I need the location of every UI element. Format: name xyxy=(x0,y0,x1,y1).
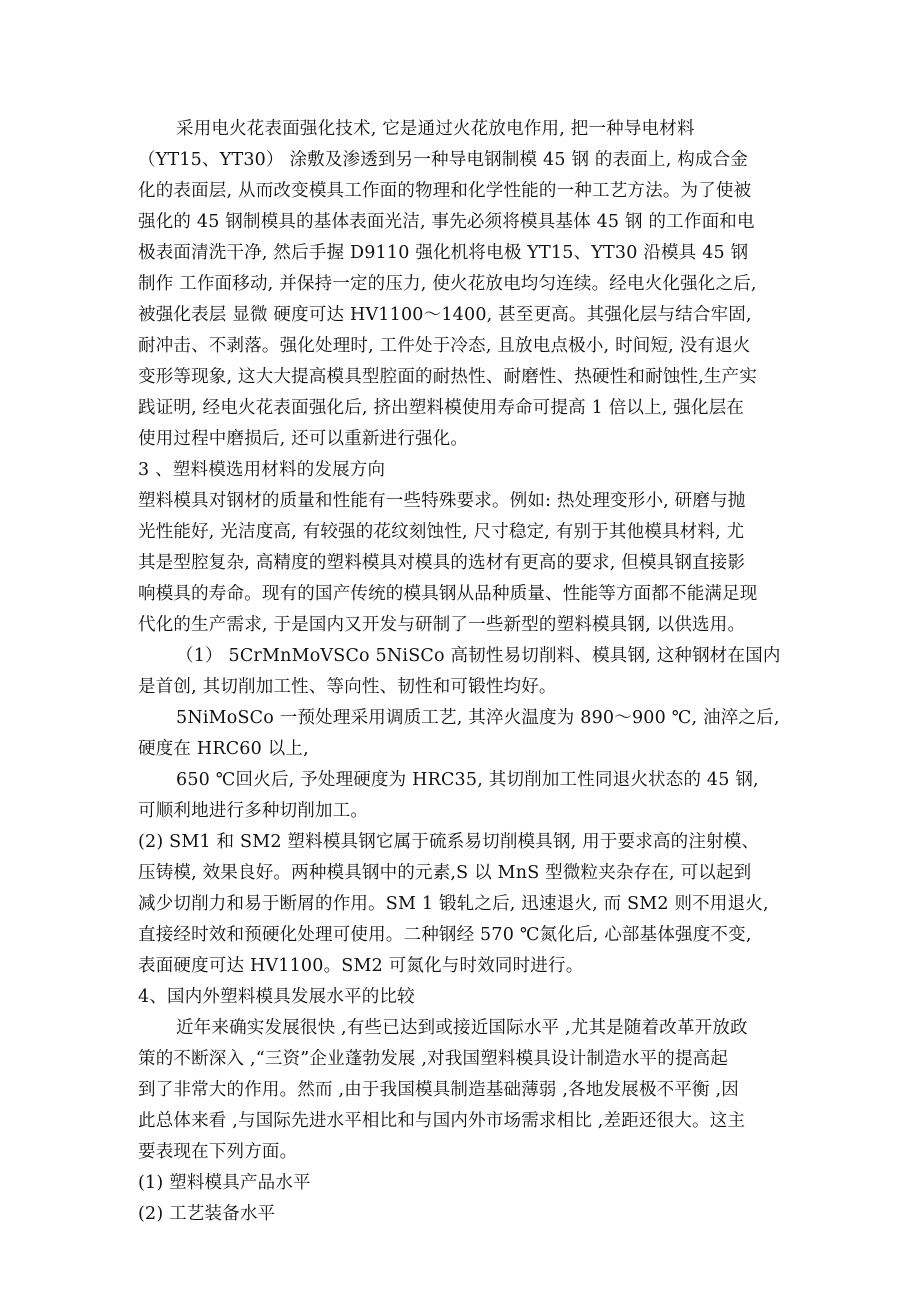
paragraph-line: 要表现在下列方面。 xyxy=(138,1142,298,1162)
list-item: (1) 塑料模具产品水平 xyxy=(138,1173,311,1193)
paragraph-line: 响模具的寿命。现有的国产传统的模具钢从品种质量、性能等方面都不能满足现 xyxy=(138,584,758,604)
paragraph-line: 化的表面层, 从而改变模具工作面的物理和化学性能的一种工艺方法。为了使被 xyxy=(138,181,752,201)
paragraph-line: 极表面清洗干净, 然后手握 D9110 强化机将电极 YT15、YT30 沿模具 45 钢 xyxy=(138,243,749,263)
paragraph-line: 践证明, 经电火花表面强化后, 挤出塑料模使用寿命可提高 1 倍以上, 强化层在 xyxy=(138,398,745,418)
paragraph-line: 此总体来看 ,与国际先进水平相比和与国内外市场需求相比 ,差距还很大。这主 xyxy=(138,1111,746,1131)
paragraph-line: 是首创, 其切削加工性、等向性、韧性和可锻性均好。 xyxy=(138,677,557,697)
paragraph-line: 到了非常大的作用。然而 ,由于我国模具制造基础薄弱 ,各地发展极不平衡 ,因 xyxy=(138,1080,739,1100)
section-heading: 4、国内外塑料模具发展水平的比较 xyxy=(138,987,415,1007)
paragraph-line: 被强化表层 显微 硬度可达 HV1100～1400, 甚至更高。其强化层与结合牢固, xyxy=(138,305,752,325)
paragraph-line: 表面硬度可达 HV1100。SM2 可氮化与时效同时进行。 xyxy=(138,956,584,976)
paragraph-line: （1） 5CrMnMoVSCo 5NiSCo 高韧性易切削料、模具钢, 这种钢材在国内 xyxy=(176,646,781,666)
paragraph-line: 策的不断深入 ,“三资”企业蓬勃发展 ,对我国塑料模具设计制造水平的提高起 xyxy=(138,1049,729,1069)
paragraph-line: 可顺利地进行多种切削加工。 xyxy=(138,801,369,821)
paragraph-line: 硬度在 HRC60 以上, xyxy=(138,739,309,759)
paragraph-line: 650 ℃回火后, 予处理硬度为 HRC35, 其切削加工性同退火状态的 45 钢, xyxy=(176,770,759,790)
paragraph-line: 代化的生产需求, 于是国内又开发与研制了一些新型的塑料模具钢, 以供选用。 xyxy=(138,615,746,635)
paragraph-line: 其是型腔复杂, 高精度的塑料模具对模具的选材有更高的要求, 但模具钢直接影 xyxy=(138,553,746,573)
paragraph-line: 直接经时效和预硬化处理可使用。二种钢经 570 ℃氮化后, 心部基体强度不变, xyxy=(138,925,752,945)
paragraph-line: 近年来确实发展很快 ,有些已达到或接近国际水平 ,尤其是随着改革开放政 xyxy=(176,1018,748,1038)
paragraph-line: 5NiMoSCo 一预处理采用调质工艺, 其淬火温度为 890～900 ℃, 油淬之后, xyxy=(176,708,780,728)
paragraph-line: 制作 工作面移动, 并保持一定的压力, 使火花放电均匀连续。经电火化强化之后, xyxy=(138,274,757,294)
paragraph-line: (2) SM1 和 SM2 塑料模具钢它属于硫系易切削模具钢, 用于要求高的注射模、 xyxy=(138,832,760,852)
paragraph-line: 采用电火花表面强化技术, 它是通过火花放电作用, 把一种导电材料 xyxy=(176,119,695,139)
paragraph-line: 强化的 45 钢制模具的基体表面光洁, 事先必须将模具基体 45 钢 的工作面和电 xyxy=(138,212,755,232)
paragraph-line: 耐冲击、不剥落。强化处理时, 工件处于冷态, 且放电点极小, 时间短, 没有退火 xyxy=(138,336,751,356)
paragraph-line: 变形等现象, 这大大提高模具型腔面的耐热性、耐磨性、热硬性和耐蚀性,生产实 xyxy=(138,367,758,387)
section-heading: 3 、塑料模选用材料的发展方向 xyxy=(138,460,386,480)
paragraph-line: 压铸模, 效果良好。两种模具钢中的元素,S 以 MnS 型微粒夹杂存在, 可以起到 xyxy=(138,863,752,883)
paragraph-line: （YT15、YT30） 涂敷及渗透到另一种导电钢制模 45 钢 的表面上, 构成合金 xyxy=(138,150,749,170)
paragraph-line: 减少切削力和易于断屑的作用。SM 1 锻轧之后, 迅速退火, 而 SM2 则不用退火, xyxy=(138,894,769,914)
paragraph-line: 光性能好, 光洁度高, 有较强的花纹刻蚀性, 尺寸稳定, 有别于其他模具材料, 尤 xyxy=(138,522,745,542)
paragraph-line: 塑料模具对钢材的质量和性能有一些特殊要求。例如: 热处理变形小, 研磨与抛 xyxy=(138,491,746,511)
list-item: (2) 工艺装备水平 xyxy=(138,1204,276,1224)
paragraph-line: 使用过程中磨损后, 还可以重新进行强化。 xyxy=(138,429,469,449)
